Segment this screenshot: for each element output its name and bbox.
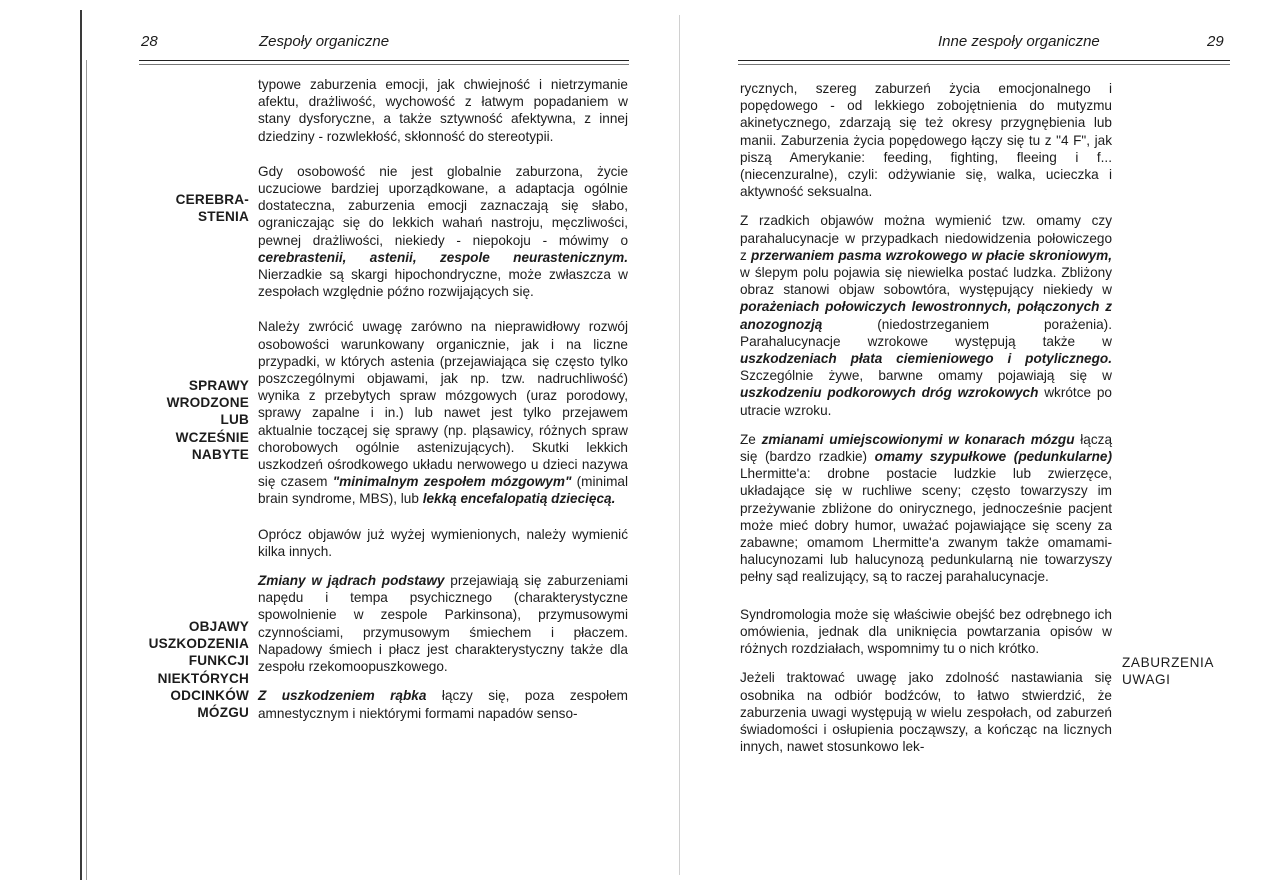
paragraph: Jeżeli traktować uwagę jako zdolność nastawiania się osobnika na odbiór bodźców, to łatwo stwierdzić, że zaburzenia uwagi występują w wielu zespołach, od zaburzeń świadomości i osłupienia począwszy, a kończąc na licznych innych, nawet stosunkowo lek- bbox=[740, 670, 1112, 755]
scan-edge-line bbox=[86, 60, 87, 880]
margin-label-zaburzenia-uwagi: ZABURZENIA UWAGI bbox=[1122, 655, 1215, 688]
paragraph: typowe zaburzenia emocji, jak chwiejność i nietrzymanie afektu, drażliwość, wychowość z łatwym popadaniem w stany dysforyczne, a także sztywność afektywna, z innej dziedziny - rozwlekłość, skłonność do stereotypii. bbox=[258, 77, 628, 144]
running-head-left: Zespoły organiczne bbox=[259, 33, 390, 50]
page-number-right: 29 bbox=[1207, 33, 1224, 50]
scan-edge-shadow bbox=[80, 10, 82, 880]
margin-label-objawy: OBJAWY USZKODZENIA FUNKCJI NIEKTÓRYCH ODCINKÓW MÓZGU bbox=[148, 619, 249, 721]
header-rule-left bbox=[139, 60, 629, 61]
right-body bbox=[740, 80, 1112, 767]
header-rule-left-2 bbox=[139, 64, 629, 65]
paragraph: Należy zwrócić uwagę zarówno na nieprawidłowy rozwój osobowości warunkowany organicznie, jak i na liczne przypadki, w których astenia (przejawiająca się często tylko poszczególnymi objawami, jak np. tzw. nadruchliwość) wynika z przebytych spraw mózgowych (uraz porodowy, sprawy zapalne i in.) lub nawet jest tylko przejawem aktualnie toczącej się sprawy (np. pląsawicy, różnych spraw chorobowych ogólnie astenizujących). Skutki lekkich uszkodzeń ośrodkowego układu nerwowego u dzieci nazywa się czasem "minimalnym zespołem mózgowym" (minimal brain syndrome, MBS), lub lekką encefalopatią dziecięcą. bbox=[258, 319, 628, 507]
paragraph: rycznych, szereg zaburzeń życia emocjonalnego i popędowego - od lekkiego zobojętnienia do mutyzmu akinetycznego, zdarzają się też okresy przygnębienia lub manii. Zaburzenia życia popędowego łączy się tu z "4 F", jak piszą Amerykanie: feeding, fighting, fleeing i f...(niecenzuralne), czyli: odżywianie się, walka, ucieczka i aktywność seksualna. bbox=[740, 81, 1112, 200]
left-body bbox=[258, 76, 628, 734]
paragraph: Oprócz objawów już wyżej wymienionych, należy wymienić kilka innych. bbox=[258, 526, 628, 559]
running-head-right: Inne zespoły organiczne bbox=[938, 33, 1100, 50]
margin-label-sprawy: SPRAWY WRODZONE LUB WCZEŚNIE NABYTE bbox=[166, 378, 249, 462]
right-page bbox=[632, 0, 1263, 893]
header-rule-right bbox=[738, 60, 1230, 61]
margin-label-cerebrastenia: CEREBRA- STENIA bbox=[175, 192, 249, 225]
paragraph: Z uszkodzeniem rąbka łączy się, poza zespołem amnestycznym i niektórymi formami napadów senso- bbox=[258, 688, 629, 721]
paragraph: Zmiany w jądrach podstawy przejawiają się zaburzeniami napędu i tempa psychicznego (charakterystyczne spowolnienie w zespole Parkinsona), przymusowymi czynnościami, przymusowym śmiechem i płaczem. Napadowy śmiech i płacz jest charakterystyczny także dla zespołu rzekomoopuszkowego. bbox=[258, 573, 629, 675]
paragraph: Z rzadkich objawów można wymienić tzw. omamy czy parahalucynacje w przypadkach niedowidzenia połowiczego z przerwaniem pasma wzrokowego w płacie skroniowym, w ślepym polu pojawia się niewielka postać ludzka. Zbliżony obraz stanowi objaw sobowtóra, występujący niekiedy w porażeniach połowiczych lewostronnych, połączonych z anozognozją (niedostrzeganiem porażenia). Parahalucynacje wzrokowe występują także w uszkodzeniach płata ciemieniowego i potylicznego. Szczególnie żywe, barwne omamy pojawiają się w uszkodzeniu podkorowych dróg wzrokowych wkrótce po utracie wzroku. bbox=[740, 213, 1112, 418]
page-number-left: 28 bbox=[141, 33, 158, 50]
paragraph: Gdy osobowość nie jest globalnie zaburzona, życie uczuciowe bardziej uporządkowane, a adaptacja ogólnie dostateczna, zaburzenia emocji zaznaczają się słabo, ograniczając się do lekkich wahań nastroju, męczliwości, pewnej drażliwości, niekiedy - niepokoju - mówimy o cerebrastenii, astenii, zespole neurastenicznym. Nierzadkie są skargi hipochondryczne, może zwłaszcza w zespołach względnie późno rozwijających się. bbox=[258, 163, 628, 300]
header-rule-right-2 bbox=[738, 64, 1230, 65]
paragraph: Ze zmianami umiejscowionymi w konarach mózgu łączą się (bardzo rzadkie) omamy szypułkowe (pedunkularne) Lhermitte'a: drobne postacie ludzkie lub zwierzęce, układające się w ruchliwe sceny; często towarzyszy im przeżywanie zbliżone do onirycznego, jednocześnie pacjent może mieć dobry humor, uważać pojawiające się sceny za zabawne; omamom Lhermitte'a zwanym także omamami-halucynozami lub halucynozą pedunkularną nie towarzyszy pełny sąd realizujący, są to raczej parahalucynacje. bbox=[740, 431, 1113, 585]
paragraph: Syndromologia może się właściwie obejść bez odrębnego ich omówienia, jednak dla uniknięcia powtarzania opisów w różnych rozdziałach, wspomnimy tu o nich krótko. bbox=[740, 606, 1112, 657]
